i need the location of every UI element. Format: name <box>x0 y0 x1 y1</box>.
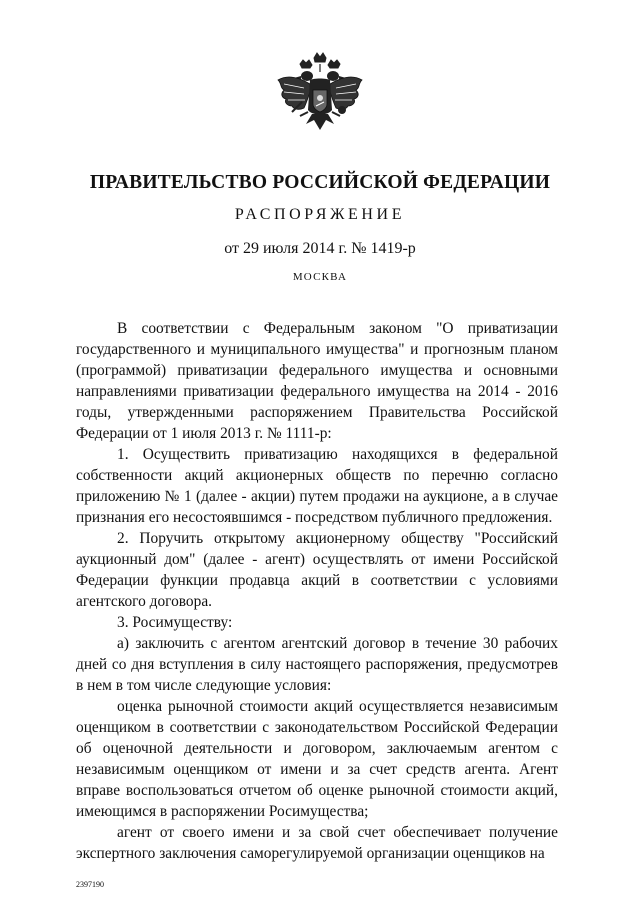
document-footer-code: 2397190 <box>76 880 104 889</box>
document-body <box>76 318 558 864</box>
document-date-number: от 29 июля 2014 г. № 1419-р <box>224 240 416 257</box>
coat-of-arms-emblem <box>272 50 368 150</box>
document-city: МОСКВА <box>292 271 348 283</box>
paragraph-preamble: В соответствии с Федеральным законом "О приватизации государственного и муниципального имущества" и прогнозным планом (программой) приватизации федерального имущества и основными направлениями приватизации федерального имущества на 2014 - 2016 годы, утвержденными распоряжением Правительства Российской Федерации от 1 июля 2013 г. № 1111-р: <box>76 320 558 442</box>
paragraph-item-3a: а) заключить с агентом агентский договор в течение 30 рабочих дней со дня вступления в силу настоящего распоряжения, предусмотрев в нем в том числе следующие условия: <box>76 635 558 694</box>
paragraph-item-3: 3. Росимуществу: <box>117 614 233 631</box>
paragraph-condition-expert: агент от своего имени и за свой счет обеспечивает получение экспертного заключения саморегулируемой организации оценщиков на <box>76 824 558 862</box>
paragraph-item-2: 2. Поручить открытому акционерному обществу "Российский аукционный дом" (далее - агент) осуществлять от имени Российской Федерации функции продавца акций в соответствии с условиями агентского договора. <box>76 530 558 610</box>
paragraph-item-1: 1. Осуществить приватизацию находящихся в федеральной собственности акций акционерных обществ по перечню согласно приложению № 1 (далее - акции) путем продажи на аукционе, а в случае признания его несостоявшимся - посредством публичного предложения. <box>76 446 558 526</box>
paragraph-condition-valuation: оценка рыночной стоимости акций осуществляется независимым оценщиком в соответствии с законодательством Российской Федерации об оценочной деятельности и договором, заключаемым агентом с независимым оценщиком от имени и за счет средств агента. Агент вправе воспользоваться отчетом об оценке рыночной стоимости акций, имеющимся в распоряжении Росимущества; <box>76 698 558 820</box>
document-type: РАСПОРЯЖЕНИЕ <box>234 206 406 223</box>
government-title: ПРАВИТЕЛЬСТВО РОССИЙСКОЙ ФЕДЕРАЦИИ <box>89 172 551 193</box>
